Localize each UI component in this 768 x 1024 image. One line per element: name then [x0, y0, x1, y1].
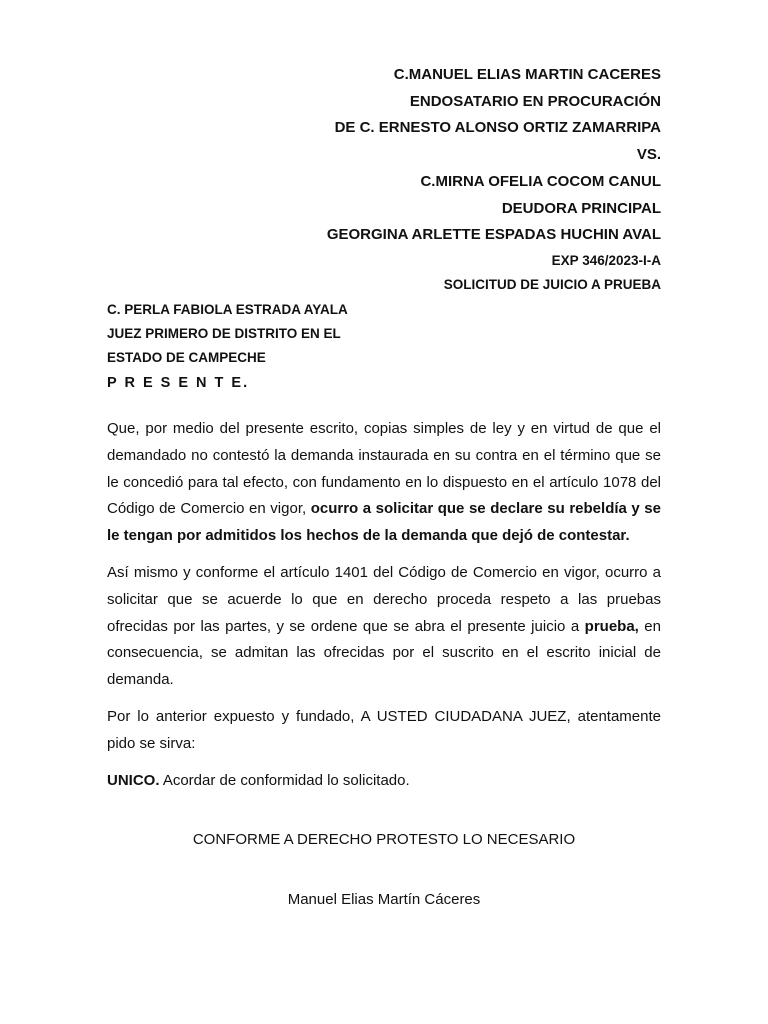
paragraph-prueba [107, 560, 661, 694]
case-subject: SOLICITUD DE JUICIO A PRUEBA [443, 276, 661, 292]
paragraph-rebeldia [107, 416, 661, 550]
unico-label: UNICO. [107, 772, 160, 789]
presente-heading: P R E S E N T E. [107, 375, 250, 391]
closing-protesto: CONFORME A DERECHO PROTESTO LO NECESARIO [192, 831, 576, 848]
paragraph-rebeldia-emphasis: ocurro a solicitar que se declare su rebeldía y se le tengan por admitidos los hechos de la demanda que dejó de contestar. [107, 500, 661, 545]
header-line-plaintiff: C.MANUEL ELIAS MARTIN CACERES [393, 66, 661, 83]
case-number: EXP 346/2023-I-A [551, 252, 661, 268]
addressee-block [107, 298, 348, 396]
header-line-defendant: C.MIRNA OFELIA COCOM CANUL [420, 172, 661, 190]
paragraph-unico [107, 768, 661, 795]
header-line-on-behalf: DE C. ERNESTO ALONSO ORTIZ ZAMARRIPA [334, 119, 661, 137]
paragraph-rebeldia-text: Que, por medio del presente escrito, copias simples de ley y en virtud de que el demandado no contestó la demanda instaurada en su contra en el término que se le concedió para tal efecto, con fundamento en lo dispuesto en el artículo 1078 del Código de Comercio en vigor, [107, 420, 661, 518]
header-line-defendant-role: DEUDORA PRINCIPAL [501, 199, 661, 217]
addressee-name: C. PERLA FABIOLA ESTRADA AYALA [107, 302, 348, 317]
case-header [101, 62, 661, 297]
paragraph-prueba-text-b: en consecuencia, se admitan las ofrecidas por el suscrito en el escrito inicial de demanda. [107, 617, 661, 689]
paragraph-petition: Por lo anterior expuesto y fundado, A USTED CIUDADANA JUEZ, atentamente pido se sirva: [107, 708, 661, 752]
header-line-guarantor: GEORGINA ARLETTE ESPADAS HUCHIN AVAL [326, 226, 661, 244]
paragraph-prueba-emphasis: prueba, [584, 617, 639, 635]
signature-name: Manuel Elias Martín Cáceres [287, 891, 481, 908]
header-line-role: ENDOSATARIO EN PROCURACIÓN [409, 92, 661, 110]
addressee-title: JUEZ PRIMERO DE DISTRITO EN EL [107, 326, 341, 341]
unico-text: Acordar de conformidad lo solicitado. [159, 772, 410, 789]
addressee-jurisdiction: ESTADO DE CAMPECHE [107, 350, 266, 365]
paragraph-prueba-text-a: Así mismo y conforme el artículo 1401 del Código de Comercio en vigor, ocurro a solicitar que se acuerde lo que en derecho proceda respeto a las pruebas ofrecidas por las partes, y se ordene que se abra el presente juicio a [107, 564, 661, 635]
header-line-vs: VS. [636, 146, 661, 164]
